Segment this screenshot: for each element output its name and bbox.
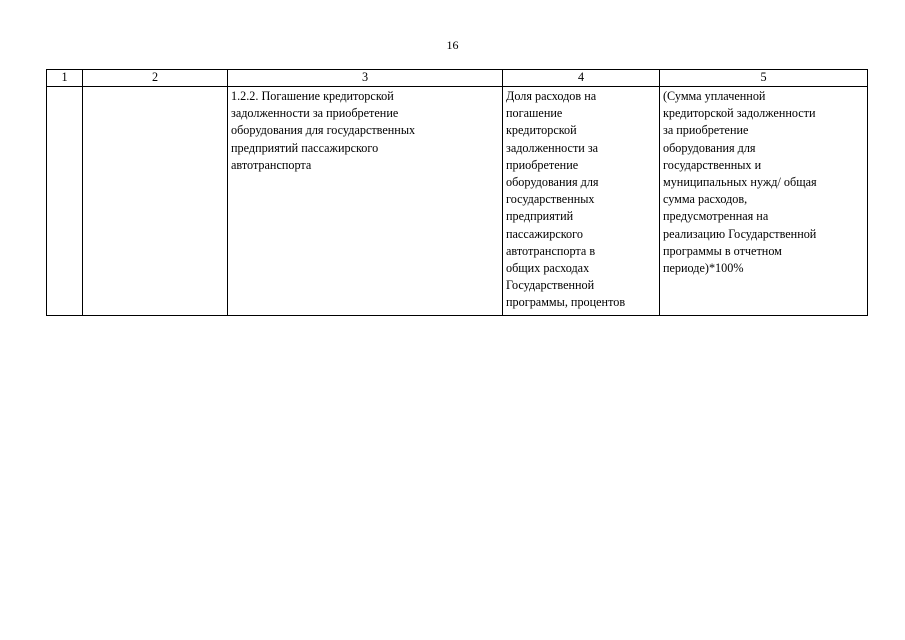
cell-measure <box>228 87 503 316</box>
formula-text: (Сумма уплаченной кредиторской задолженности за приобретение оборудования для государственных и муниципальных нужд/ общая сумма расходов, предусмотренная на реализацию Государственной программы в отчетном периоде)*100% <box>663 89 817 276</box>
column-header-2: 2 <box>83 70 228 87</box>
column-header-3: 3 <box>228 70 503 87</box>
indicator-text: Доля расходов на погашение кредиторской задолженности за приобретение оборудования для государственных предприятий пассажирского автотранспорта в общих расходах Государственной программы, процентов <box>506 89 626 310</box>
column-header-4: 4 <box>503 70 660 87</box>
cell-col2 <box>83 87 228 316</box>
cell-formula <box>660 87 868 316</box>
cell-col1 <box>47 87 83 316</box>
page-number: 16 <box>446 38 459 52</box>
table-row <box>47 87 868 316</box>
column-header-5: 5 <box>660 70 868 87</box>
indicator-table <box>46 69 868 316</box>
table-header-row <box>47 70 868 87</box>
cell-indicator <box>503 87 660 316</box>
measure-text: 1.2.2. Погашение кредиторской задолженности за приобретение оборудования для государственных предприятий пассажирского автотранспорта <box>231 89 416 172</box>
column-header-1: 1 <box>47 70 83 87</box>
